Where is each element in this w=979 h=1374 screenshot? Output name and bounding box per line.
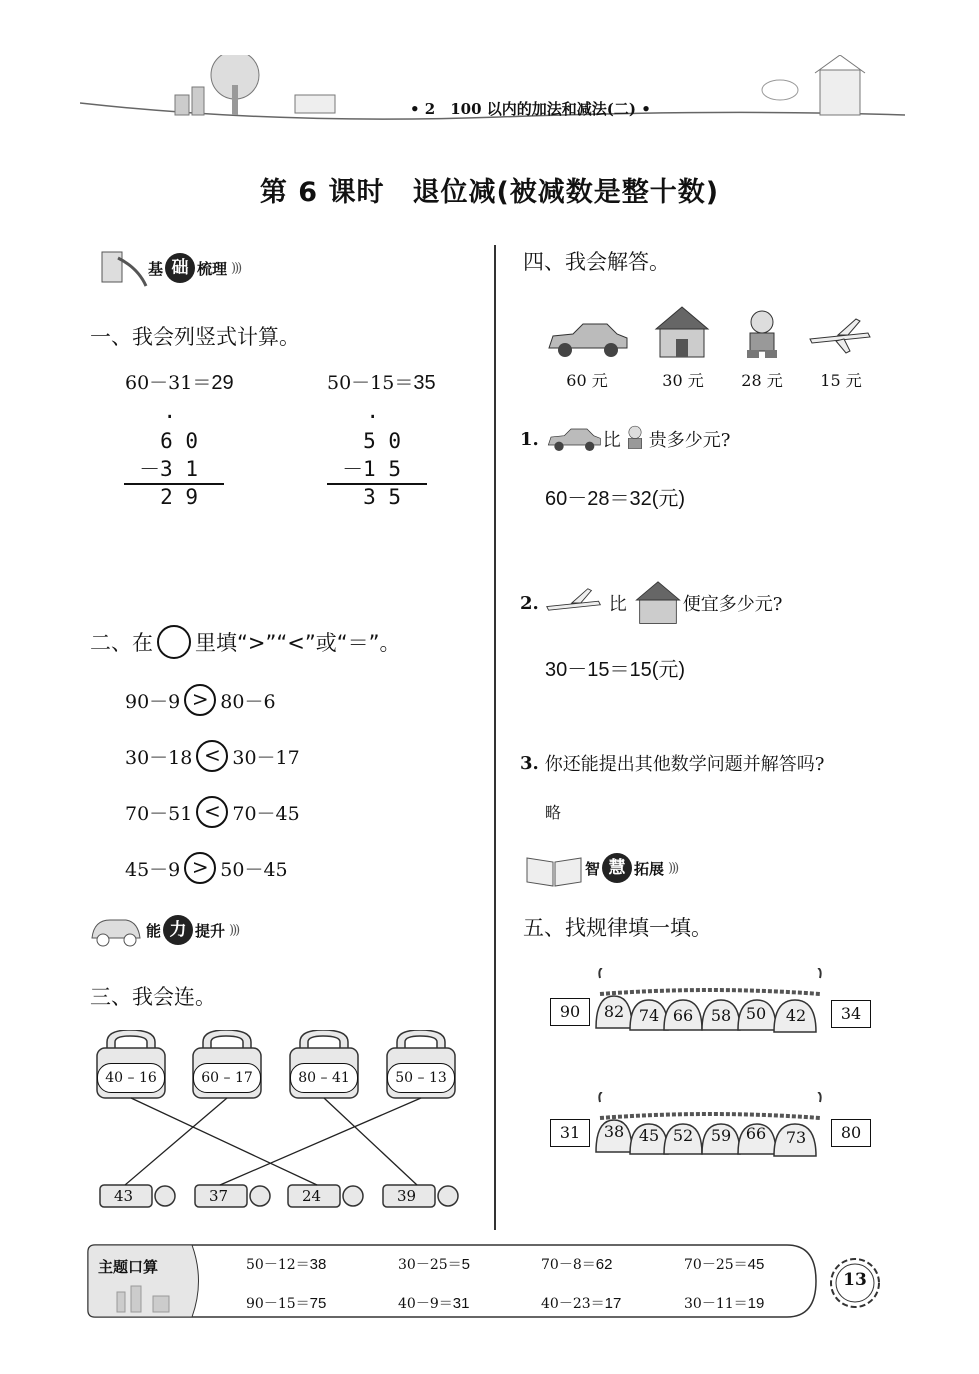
key-label-4: 39: [397, 1187, 417, 1205]
bell-number: 66: [672, 1006, 694, 1025]
oral-calc-answer: 5: [461, 1256, 470, 1273]
compare-left: 90－9: [125, 690, 181, 713]
price-doll: 28 元: [741, 371, 783, 390]
oral-calc-8: [684, 1293, 764, 1313]
tag-wisdom-word3: 拓展: [634, 859, 665, 878]
section3-title: 三、我会连。: [90, 985, 216, 1009]
toy-house-icon: [633, 578, 683, 628]
price-plane: 15 元: [820, 371, 862, 390]
bell-number: 38: [603, 1122, 625, 1141]
tag-basic-word1: 基: [148, 259, 164, 278]
oral-calc-answer: 45: [747, 1256, 765, 1273]
tag-basic: [98, 248, 240, 288]
sequence-start-1: 90: [550, 998, 590, 1026]
answer-3: 略: [545, 803, 562, 822]
oral-calc-question: 40－9＝: [398, 1296, 453, 1312]
tag-wisdom-word1: 智: [585, 859, 601, 878]
bell-number: 82: [603, 1002, 625, 1021]
oral-calc-answer: 38: [309, 1256, 327, 1273]
book-icon: [523, 848, 585, 888]
bell-number: 58: [710, 1006, 732, 1025]
oral-calc-2: [398, 1254, 470, 1274]
doll-icon: [737, 308, 787, 360]
oral-calc-answer: 75: [309, 1295, 327, 1312]
oral-calc-answer: 19: [747, 1295, 765, 1312]
toy-car-icon: [545, 318, 630, 360]
section1-title: 一、我会列竖式计算。: [90, 325, 300, 349]
tag-basic-word3: 梳理: [197, 259, 228, 278]
compare-left: 30－18: [125, 746, 193, 769]
oral-calc-question: 50－12＝: [246, 1257, 310, 1273]
calc-result: 3 5: [363, 485, 401, 509]
bell-number: 59: [710, 1126, 732, 1145]
section2-title-pre: 二、在: [90, 631, 153, 655]
compare-row-1: [125, 684, 276, 716]
oral-calc-answer: 62: [595, 1256, 613, 1273]
column-divider: [494, 245, 496, 1230]
vertical-calc-2: [327, 405, 427, 509]
section1-problem-1: [125, 368, 234, 395]
lock-label-3: 80 – 41: [290, 1063, 358, 1093]
lock-label-4: 50 – 13: [387, 1063, 455, 1093]
question-text: 你还能提出其他数学问题并解答吗?: [544, 754, 825, 775]
bell-number: 45: [638, 1126, 660, 1145]
oral-calc-4: [684, 1254, 764, 1274]
compare-sign: >: [184, 852, 216, 884]
compare-right: 50－45: [220, 858, 288, 881]
car-icon: [88, 910, 146, 950]
tag-ability-word3: 提升: [195, 921, 226, 940]
header-chapter: • 2 100 以内的加法和减法(二) •: [410, 100, 651, 118]
calc-minuend: 5 0: [363, 429, 401, 453]
waves-icon: ))): [231, 260, 241, 276]
question-number: 2.: [520, 592, 539, 614]
question-text: 贵多少元?: [648, 430, 731, 451]
calc-subtrahend: －3 1: [139, 457, 198, 481]
lesson-title: 第 6 课时 退位减(被减数是整十数): [259, 177, 720, 208]
problem-expression: 60－31＝: [125, 372, 212, 394]
compare-row-4: [125, 852, 288, 884]
compare-right: 30－17: [232, 746, 300, 769]
compare-sign: <: [196, 796, 228, 828]
oral-calc-question: 90－15＝: [246, 1296, 310, 1312]
tag-wisdom: [523, 848, 677, 888]
lock-label-2: 60 – 17: [193, 1063, 261, 1093]
calc-result: 2 9: [160, 485, 198, 509]
calc-subtrahend: －1 5: [342, 457, 401, 481]
borrow-dot: ·: [366, 405, 379, 429]
compare-right: 80－6: [220, 690, 276, 713]
question-3: [520, 750, 824, 776]
page-number: 13: [843, 1270, 867, 1290]
tag-wisdom-word2: 慧: [602, 853, 632, 883]
question-2: [520, 578, 782, 628]
bell-number: 52: [672, 1126, 694, 1145]
tag-ability: [88, 910, 238, 950]
oral-calc-6: [398, 1293, 469, 1313]
price-house: 30 元: [662, 371, 704, 390]
bell-number: 74: [638, 1006, 660, 1025]
question-compare-word: 比: [602, 430, 621, 451]
question-number: 3.: [520, 752, 539, 774]
oral-calc-7: [541, 1293, 621, 1313]
tag-basic-word2: 础: [165, 253, 195, 283]
oral-calc-3: [541, 1254, 612, 1274]
price-car: 60 元: [566, 371, 608, 390]
oral-calc-answer: 31: [452, 1295, 470, 1312]
compare-left: 70－51: [125, 802, 193, 825]
tag-ability-word1: 能: [146, 921, 162, 940]
compare-right: 70－45: [232, 802, 300, 825]
question-number: 1.: [520, 428, 539, 450]
sequence-end-1: 34: [831, 1000, 871, 1028]
compare-sign: >: [184, 684, 216, 716]
problem-answer: 35: [413, 372, 436, 394]
key-label-2: 37: [209, 1187, 229, 1205]
oral-calc-question: 70－25＝: [684, 1257, 748, 1273]
lock-key-diagram: [95, 1030, 475, 1220]
bell-number: 50: [745, 1004, 767, 1023]
oral-calc-question: 30－11＝: [684, 1296, 748, 1312]
compare-sign: <: [196, 740, 228, 772]
key-label-1: 43: [114, 1187, 134, 1205]
sequence-start-2: 31: [550, 1119, 590, 1147]
compare-left: 45－9: [125, 858, 181, 881]
oral-calc-1: [246, 1254, 326, 1274]
waves-icon: ))): [668, 860, 678, 876]
oral-calc-question: 30－25＝: [398, 1257, 462, 1273]
bell-number: 73: [785, 1128, 807, 1147]
footer-title: 主题口算: [98, 1258, 159, 1276]
question-text: 便宜多少元?: [682, 594, 783, 615]
borrow-dot: ·: [163, 405, 176, 429]
compare-row-3: [125, 796, 300, 828]
slide-icon: [98, 248, 148, 288]
toy-car-icon: [545, 425, 603, 453]
toy-plane-icon: [545, 585, 603, 621]
oral-calc-5: [246, 1293, 326, 1313]
doll-icon: [621, 424, 649, 454]
section5-title: 五、找规律填一填。: [523, 916, 712, 940]
oral-calc-question: 70－8＝: [541, 1257, 596, 1273]
lock-label-1: 40 – 16: [97, 1063, 165, 1093]
key-label-3: 24: [302, 1187, 322, 1205]
section4-title: 四、我会解答。: [523, 250, 670, 274]
section2-title: [90, 625, 400, 659]
bell-number: 66: [745, 1124, 767, 1143]
sequence-end-2: 80: [831, 1119, 871, 1147]
problem-answer: 29: [211, 372, 234, 394]
section2-title-post: 里填“>”“<”或“＝”。: [195, 631, 401, 655]
question-1: [520, 424, 730, 454]
waves-icon: ))): [229, 922, 239, 938]
answer-2: 30－15＝15(元): [545, 659, 686, 681]
answer-1: 60－28＝32(元): [545, 488, 686, 510]
calc-minuend: 6 0: [160, 429, 198, 453]
toy-house-icon: [652, 305, 712, 360]
problem-expression: 50－15＝: [327, 372, 414, 394]
vertical-calc-1: [124, 405, 224, 509]
section1-problem-2: [327, 368, 436, 395]
bell-number: 42: [785, 1006, 807, 1025]
oral-calc-question: 40－23＝: [541, 1296, 605, 1312]
tag-ability-word2: 力: [163, 915, 193, 945]
circle-icon: [157, 625, 191, 659]
toy-plane-icon: [808, 315, 873, 355]
compare-row-2: [125, 740, 300, 772]
oral-calc-answer: 17: [604, 1295, 622, 1312]
question-compare-word: 比: [608, 594, 627, 615]
